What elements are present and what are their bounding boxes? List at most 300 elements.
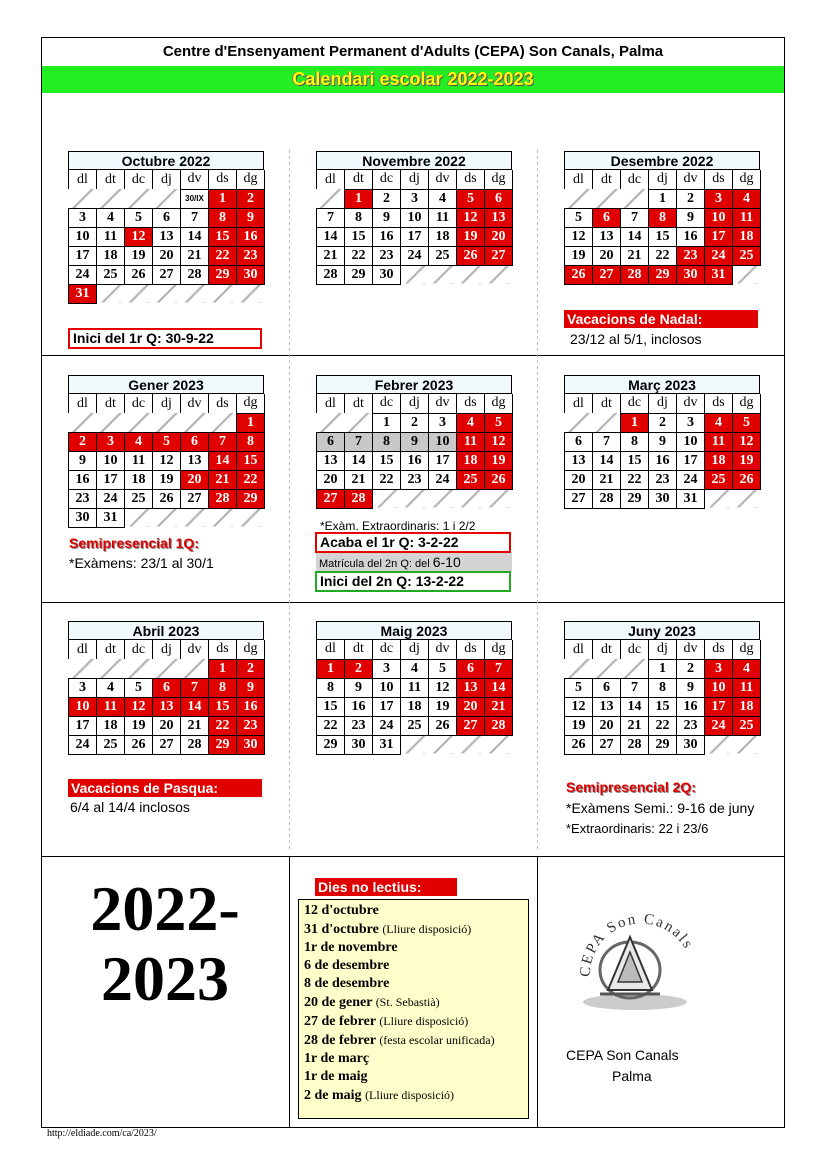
calendar-title: Febrer 2023	[316, 375, 512, 394]
weekday-header: dj	[401, 170, 429, 189]
day-cell: 29	[649, 735, 677, 754]
acaba-1q-note: Acaba el 1r Q: 3-2-22	[315, 532, 511, 553]
day-cell: 25	[97, 265, 125, 284]
empty-day-cell	[153, 284, 181, 303]
weekday-header: dc	[125, 394, 153, 413]
school-header: Centre d'Ensenyament Permanent d'Adults (CEPA) Son Canals, Palma	[41, 37, 785, 67]
day-cell: 3	[705, 659, 733, 678]
day-cell: 17	[677, 451, 705, 470]
day-cell: 21	[181, 246, 209, 265]
logo-ring-text: CEPA Son Canals	[577, 911, 697, 978]
day-cell: 3	[429, 413, 457, 432]
cepa-logo	[560, 882, 710, 1032]
weekday-header: dg	[485, 170, 513, 189]
weekday-header: dl	[565, 170, 593, 189]
weekday-header: dj	[401, 640, 429, 659]
day-cell: 12	[125, 227, 153, 246]
day-cell: 13	[317, 451, 345, 470]
weekday-header: ds	[457, 170, 485, 189]
day-cell: 9	[677, 208, 705, 227]
day-cell: 23	[237, 716, 265, 735]
weekday-header: dg	[733, 640, 761, 659]
exam-extraordinaris: *Exàm. Extraordinaris: 1 i 2/2	[320, 519, 476, 533]
day-cell: 22	[621, 470, 649, 489]
day-cell: 14	[485, 678, 513, 697]
weekday-header: dl	[317, 640, 345, 659]
calendar-grid	[316, 640, 513, 755]
day-cell: 30	[237, 735, 265, 754]
day-cell: 2	[677, 189, 705, 208]
inici-2q-note: Inici del 2n Q: 13-2-22	[315, 571, 511, 592]
empty-day-cell	[181, 508, 209, 527]
day-cell: 19	[153, 470, 181, 489]
empty-day-cell	[237, 508, 265, 527]
day-cell: 21	[485, 697, 513, 716]
day-cell: 12	[565, 697, 593, 716]
day-cell: 10	[69, 227, 97, 246]
empty-day-cell	[705, 735, 733, 754]
day-cell: 6	[153, 208, 181, 227]
dies-item-date: 12 d'octubre	[304, 903, 379, 918]
extraordinaris-note: *Extraordinaris: 22 i 23/6	[566, 821, 709, 836]
day-cell: 10	[97, 451, 125, 470]
day-cell: 15	[209, 227, 237, 246]
day-cell: 8	[621, 432, 649, 451]
calendar-grid	[564, 170, 761, 285]
column-divider	[289, 856, 290, 1128]
day-cell: 12	[485, 432, 513, 451]
calendar-octubre-2022	[68, 151, 264, 304]
day-cell: 15	[649, 697, 677, 716]
empty-day-cell	[485, 489, 513, 508]
day-cell: 12	[565, 227, 593, 246]
day-cell: 9	[401, 432, 429, 451]
calendar-grid	[68, 394, 265, 528]
empty-day-cell	[153, 508, 181, 527]
dies-item	[304, 975, 523, 993]
calendar-gener-2023	[68, 375, 264, 528]
day-cell: 5	[485, 413, 513, 432]
day-cell: 24	[401, 246, 429, 265]
day-cell: 19	[733, 451, 761, 470]
day-cell: 15	[209, 697, 237, 716]
dies-item	[304, 1012, 523, 1031]
day-cell: 7	[485, 659, 513, 678]
weekday-header: dc	[621, 394, 649, 413]
day-cell: 8	[373, 432, 401, 451]
day-cell: 3	[69, 678, 97, 697]
calendar-title: Gener 2023	[68, 375, 264, 394]
day-cell: 9	[69, 451, 97, 470]
day-cell: 14	[621, 227, 649, 246]
empty-day-cell	[733, 265, 761, 284]
dies-item-date: 1r de novembre	[304, 940, 398, 955]
day-cell: 16	[649, 451, 677, 470]
calendar-grid	[564, 394, 761, 509]
day-cell: 20	[593, 246, 621, 265]
calendar-title: Juny 2023	[564, 621, 760, 640]
calendar-desembre-2022	[564, 151, 760, 285]
calendar-grid	[68, 170, 265, 304]
day-cell: 17	[69, 246, 97, 265]
empty-day-cell	[621, 659, 649, 678]
weekday-header: dc	[373, 640, 401, 659]
weekday-header: dg	[237, 170, 265, 189]
day-cell: 16	[237, 227, 265, 246]
day-cell: 21	[621, 716, 649, 735]
day-cell: 1	[649, 659, 677, 678]
weekday-header: dc	[125, 170, 153, 189]
dies-item	[304, 1050, 523, 1068]
day-cell: 18	[401, 697, 429, 716]
empty-day-cell	[429, 489, 457, 508]
day-cell: 8	[209, 678, 237, 697]
weekday-header: dj	[401, 394, 429, 413]
day-cell: 13	[565, 451, 593, 470]
empty-day-cell	[457, 265, 485, 284]
dies-item	[304, 920, 523, 939]
day-cell: 26	[485, 470, 513, 489]
weekday-header: ds	[705, 170, 733, 189]
calendar-title: Març 2023	[564, 375, 760, 394]
day-cell: 13	[153, 697, 181, 716]
day-cell: 30	[677, 735, 705, 754]
day-cell: 11	[125, 451, 153, 470]
day-cell: 30	[373, 265, 401, 284]
day-cell: 21	[181, 716, 209, 735]
day-cell: 4	[733, 189, 761, 208]
calendar-title: Octubre 2022	[68, 151, 264, 170]
calendar-maig-2023	[316, 621, 512, 755]
day-cell: 28	[345, 489, 373, 508]
day-cell: 1	[649, 189, 677, 208]
day-cell: 27	[593, 265, 621, 284]
weekday-header: dl	[565, 640, 593, 659]
empty-day-cell	[593, 413, 621, 432]
day-cell: 11	[97, 697, 125, 716]
day-cell: 13	[485, 208, 513, 227]
day-cell: 30	[677, 265, 705, 284]
day-cell: 19	[485, 451, 513, 470]
day-cell: 22	[237, 470, 265, 489]
empty-day-cell	[429, 735, 457, 754]
day-cell: 30/IX	[181, 189, 209, 208]
day-cell: 20	[565, 470, 593, 489]
weekday-header: dt	[593, 640, 621, 659]
day-cell: 8	[649, 678, 677, 697]
day-cell: 10	[401, 208, 429, 227]
day-cell: 5	[457, 189, 485, 208]
day-cell: 11	[457, 432, 485, 451]
day-cell: 15	[345, 227, 373, 246]
day-cell: 23	[345, 716, 373, 735]
dies-item-note: (St. Sebastià)	[375, 995, 440, 1009]
dies-item	[304, 1086, 523, 1105]
empty-day-cell	[593, 659, 621, 678]
day-cell: 25	[125, 489, 153, 508]
pasqua-dates: 6/4 al 14/4 inclosos	[70, 799, 190, 815]
weekday-header: dl	[69, 640, 97, 659]
day-cell: 28	[593, 489, 621, 508]
day-cell: 4	[733, 659, 761, 678]
weekday-header: dl	[69, 170, 97, 189]
day-cell: 29	[649, 265, 677, 284]
dies-item-note: (Lliure disposició)	[382, 922, 472, 936]
day-cell: 16	[677, 227, 705, 246]
day-cell: 28	[485, 716, 513, 735]
weekday-header: dc	[621, 170, 649, 189]
day-cell: 8	[649, 208, 677, 227]
day-cell: 2	[237, 659, 265, 678]
day-cell: 14	[345, 451, 373, 470]
empty-day-cell	[97, 284, 125, 303]
day-cell: 29	[317, 735, 345, 754]
dies-item-date: 8 de desembre	[304, 976, 390, 991]
day-cell: 24	[705, 716, 733, 735]
day-cell: 3	[705, 189, 733, 208]
dies-no-lectius-list	[298, 899, 529, 1119]
day-cell: 18	[429, 227, 457, 246]
dies-item	[304, 902, 523, 920]
dies-item-date: 28 de febrer	[304, 1033, 376, 1048]
day-cell: 12	[457, 208, 485, 227]
day-cell: 6	[593, 678, 621, 697]
calendar-title: Maig 2023	[316, 621, 512, 640]
empty-day-cell	[125, 413, 153, 432]
day-cell: 21	[317, 246, 345, 265]
day-cell: 14	[181, 697, 209, 716]
empty-day-cell	[153, 659, 181, 678]
day-cell: 31	[69, 284, 97, 303]
day-cell: 27	[565, 489, 593, 508]
day-cell: 6	[457, 659, 485, 678]
day-cell: 22	[209, 716, 237, 735]
day-cell: 26	[429, 716, 457, 735]
day-cell: 1	[345, 189, 373, 208]
empty-day-cell	[97, 413, 125, 432]
day-cell: 8	[345, 208, 373, 227]
day-cell: 14	[317, 227, 345, 246]
day-cell: 28	[621, 265, 649, 284]
day-cell: 2	[649, 413, 677, 432]
empty-day-cell	[125, 659, 153, 678]
weekday-header: dl	[565, 394, 593, 413]
day-cell: 1	[237, 413, 265, 432]
day-cell: 25	[429, 246, 457, 265]
weekday-header: dv	[181, 640, 209, 659]
empty-day-cell	[373, 489, 401, 508]
day-cell: 18	[125, 470, 153, 489]
dies-no-lectius-label: Dies no lectius:	[315, 878, 457, 896]
weekday-header: dj	[649, 394, 677, 413]
day-cell: 24	[69, 265, 97, 284]
weekday-header: dv	[181, 394, 209, 413]
day-cell: 25	[401, 716, 429, 735]
day-cell: 27	[457, 716, 485, 735]
matricula-dates: 6-10	[432, 554, 461, 570]
day-cell: 9	[649, 432, 677, 451]
weekday-header: ds	[209, 640, 237, 659]
empty-day-cell	[69, 413, 97, 432]
day-cell: 31	[97, 508, 125, 527]
day-cell: 10	[677, 432, 705, 451]
calendar-abril-2023	[68, 621, 264, 755]
calendar-novembre-2022	[316, 151, 512, 285]
empty-day-cell	[593, 189, 621, 208]
day-cell: 27	[593, 735, 621, 754]
day-cell: 16	[677, 697, 705, 716]
weekday-header: dv	[677, 394, 705, 413]
weekday-header: ds	[705, 640, 733, 659]
day-cell: 18	[97, 246, 125, 265]
dies-item	[304, 957, 523, 975]
day-cell: 27	[485, 246, 513, 265]
day-cell: 23	[373, 246, 401, 265]
dies-item-date: 1r de març	[304, 1051, 370, 1066]
day-cell: 1	[317, 659, 345, 678]
day-cell: 23	[237, 246, 265, 265]
day-cell: 6	[593, 208, 621, 227]
calendar-title: Desembre 2022	[564, 151, 760, 170]
day-cell: 5	[429, 659, 457, 678]
empty-day-cell	[69, 659, 97, 678]
empty-day-cell	[209, 284, 237, 303]
day-cell: 17	[69, 716, 97, 735]
day-cell: 7	[593, 432, 621, 451]
examens-1q: *Exàmens: 23/1 al 30/1	[69, 555, 214, 571]
dies-item	[304, 993, 523, 1012]
day-cell: 16	[345, 697, 373, 716]
day-cell: 17	[705, 697, 733, 716]
examens-semi: *Exàmens Semi.: 9-16 de juny	[566, 800, 755, 816]
empty-day-cell	[237, 284, 265, 303]
day-cell: 26	[565, 735, 593, 754]
day-cell: 25	[97, 735, 125, 754]
day-cell: 18	[705, 451, 733, 470]
day-cell: 19	[125, 716, 153, 735]
inici-1q-note: Inici del 1r Q: 30-9-22	[68, 328, 262, 349]
day-cell: 7	[317, 208, 345, 227]
weekday-header: dv	[677, 640, 705, 659]
day-cell: 12	[733, 432, 761, 451]
weekday-header: dj	[153, 170, 181, 189]
day-cell: 24	[69, 735, 97, 754]
dies-item-date: 31 d'octubre	[304, 922, 379, 937]
dies-item-date: 1r de maig	[304, 1069, 368, 1084]
weekday-header: ds	[457, 394, 485, 413]
day-cell: 21	[209, 470, 237, 489]
weekday-header: dc	[373, 170, 401, 189]
day-cell: 14	[209, 451, 237, 470]
column-divider	[537, 150, 538, 850]
empty-day-cell	[457, 489, 485, 508]
day-cell: 30	[649, 489, 677, 508]
day-cell: 23	[677, 246, 705, 265]
empty-day-cell	[317, 189, 345, 208]
day-cell: 26	[125, 735, 153, 754]
day-cell: 1	[373, 413, 401, 432]
empty-day-cell	[401, 265, 429, 284]
empty-day-cell	[457, 735, 485, 754]
pasqua-label: Vacacions de Pasqua:	[68, 779, 262, 797]
day-cell: 18	[97, 716, 125, 735]
day-cell: 24	[705, 246, 733, 265]
day-cell: 4	[97, 208, 125, 227]
day-cell: 28	[621, 735, 649, 754]
day-cell: 20	[593, 716, 621, 735]
day-cell: 25	[733, 716, 761, 735]
dies-item-date: 2 de maig	[304, 1088, 362, 1103]
day-cell: 30	[345, 735, 373, 754]
day-cell: 10	[705, 678, 733, 697]
dies-item	[304, 1068, 523, 1086]
day-cell: 21	[593, 470, 621, 489]
day-cell: 11	[429, 208, 457, 227]
section-divider	[41, 856, 785, 857]
calendar-febrer-2023	[316, 375, 512, 509]
weekday-header: dg	[733, 170, 761, 189]
day-cell: 4	[401, 659, 429, 678]
nadal-label: Vacacions de Nadal:	[564, 310, 758, 328]
day-cell: 24	[97, 489, 125, 508]
dies-item-date: 27 de febrer	[304, 1014, 376, 1029]
dies-item-date: 20 de gener	[304, 995, 373, 1010]
calendar-grid	[564, 640, 761, 755]
weekday-header: dg	[237, 394, 265, 413]
day-cell: 23	[677, 716, 705, 735]
day-cell: 20	[153, 716, 181, 735]
empty-day-cell	[181, 659, 209, 678]
day-cell: 6	[317, 432, 345, 451]
day-cell: 19	[565, 716, 593, 735]
day-cell: 15	[237, 451, 265, 470]
nadal-dates: 23/12 al 5/1, inclosos	[570, 331, 702, 347]
day-cell: 22	[317, 716, 345, 735]
day-cell: 29	[209, 265, 237, 284]
day-cell: 22	[649, 716, 677, 735]
day-cell: 3	[677, 413, 705, 432]
day-cell: 12	[153, 451, 181, 470]
weekday-header: dt	[345, 640, 373, 659]
weekday-header: dt	[97, 640, 125, 659]
day-cell: 26	[125, 265, 153, 284]
day-cell: 2	[373, 189, 401, 208]
weekday-header: ds	[209, 170, 237, 189]
empty-day-cell	[97, 659, 125, 678]
day-cell: 7	[621, 208, 649, 227]
day-cell: 9	[237, 208, 265, 227]
day-cell: 4	[457, 413, 485, 432]
day-cell: 20	[181, 470, 209, 489]
weekday-header: dj	[153, 394, 181, 413]
day-cell: 27	[181, 489, 209, 508]
empty-day-cell	[125, 189, 153, 208]
day-cell: 8	[317, 678, 345, 697]
day-cell: 5	[125, 208, 153, 227]
day-cell: 3	[401, 189, 429, 208]
day-cell: 15	[621, 451, 649, 470]
day-cell: 27	[153, 735, 181, 754]
weekday-header: dt	[97, 170, 125, 189]
day-cell: 1	[209, 189, 237, 208]
day-cell: 29	[237, 489, 265, 508]
day-cell: 4	[705, 413, 733, 432]
footer-url: http://eldiade.com/ca/2023/	[47, 1128, 157, 1139]
dies-item-note: (Lliure disposició)	[365, 1088, 455, 1102]
day-cell: 30	[69, 508, 97, 527]
day-cell: 2	[401, 413, 429, 432]
day-cell: 22	[345, 246, 373, 265]
